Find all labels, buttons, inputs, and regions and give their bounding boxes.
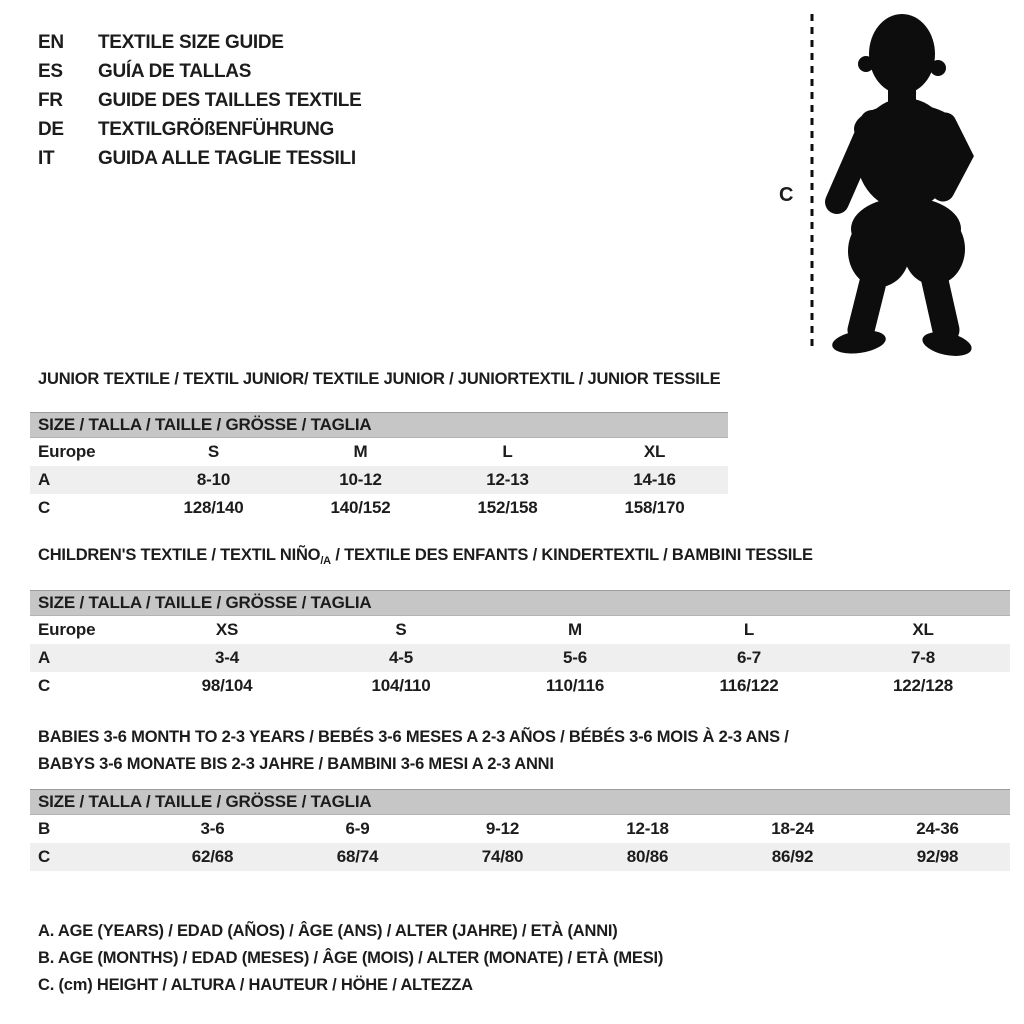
toddler-height-figure bbox=[775, 4, 980, 360]
children-size-table bbox=[30, 590, 1010, 700]
height-cell: 122/128 bbox=[892, 676, 954, 695]
table-row-age bbox=[30, 644, 1010, 672]
height-measure-label: C bbox=[779, 184, 794, 206]
size-cell: S bbox=[395, 620, 407, 639]
height-cell: 74/80 bbox=[481, 847, 524, 866]
language-row-fr bbox=[38, 86, 361, 115]
toddler-silhouette-icon bbox=[775, 4, 980, 360]
language-title: GUIDA ALLE TAGLIE TESSILI bbox=[98, 148, 356, 169]
babies-heading-line2: BABYS 3-6 MONATE BIS 2-3 JAHRE / BAMBINI 3-6 MESI A 2-3 ANNI bbox=[38, 755, 554, 773]
age-cell: 4-5 bbox=[389, 648, 413, 667]
height-cell: 128/140 bbox=[183, 498, 244, 517]
row-label: C bbox=[38, 847, 51, 866]
language-code: DE bbox=[38, 119, 64, 140]
row-label: Europe bbox=[38, 620, 96, 639]
size-header-bar: SIZE / TALLA / TAILLE / GRÖSSE / TAGLIA bbox=[30, 412, 728, 438]
height-cell: 152/158 bbox=[477, 498, 538, 517]
legend-block bbox=[38, 918, 663, 999]
age-cell: 7-8 bbox=[911, 648, 935, 667]
language-row-de bbox=[38, 115, 361, 144]
language-code: FR bbox=[38, 90, 63, 111]
row-label: A bbox=[38, 648, 51, 667]
age-cell: 5-6 bbox=[563, 648, 587, 667]
language-row-en bbox=[38, 28, 361, 57]
row-label: A bbox=[38, 470, 51, 489]
age-cell: 12-18 bbox=[626, 819, 669, 838]
table-row-europe bbox=[30, 438, 728, 466]
language-code: IT bbox=[38, 148, 55, 169]
children-heading-subscript: /A bbox=[320, 555, 331, 567]
table-row-age bbox=[30, 466, 728, 494]
table-row-height bbox=[30, 843, 1010, 871]
language-title: GUÍA DE TALLAS bbox=[98, 61, 252, 82]
size-cell: XS bbox=[215, 620, 239, 639]
age-cell: 3-4 bbox=[215, 648, 239, 667]
table-row-height bbox=[30, 494, 728, 522]
age-cell: 24-36 bbox=[916, 819, 959, 838]
age-cell: 3-6 bbox=[200, 819, 225, 838]
table-row-age-months bbox=[30, 815, 1010, 843]
legend-line-a: A. AGE (YEARS) / EDAD (AÑOS) / ÂGE (ANS) / ALTER (JAHRE) / ETÀ (ANNI) bbox=[38, 922, 618, 940]
size-cell: M bbox=[353, 442, 368, 461]
babies-section-heading bbox=[38, 724, 789, 778]
height-cell: 80/86 bbox=[626, 847, 669, 866]
height-cell: 140/152 bbox=[330, 498, 391, 517]
size-header-bar: SIZE / TALLA / TAILLE / GRÖSSE / TAGLIA bbox=[30, 789, 1010, 815]
children-section-heading bbox=[38, 546, 813, 565]
height-cell: 62/68 bbox=[191, 847, 234, 866]
size-cell: XL bbox=[912, 620, 934, 639]
age-cell: 14-16 bbox=[633, 470, 676, 489]
junior-section-heading: JUNIOR TEXTILE / TEXTIL JUNIOR/ TEXTILE JUNIOR / JUNIORTEXTIL / JUNIOR TESSILE bbox=[38, 370, 721, 388]
height-cell: 92/98 bbox=[916, 847, 959, 866]
height-cell: 86/92 bbox=[771, 847, 814, 866]
babies-heading-line1: BABIES 3-6 MONTH TO 2-3 YEARS / BEBÉS 3-6 MESES A 2-3 AÑOS / BÉBÉS 3-6 MOIS À 2-3 ANS / bbox=[38, 728, 789, 746]
row-label: B bbox=[38, 819, 51, 838]
age-cell: 10-12 bbox=[339, 470, 382, 489]
legend-line-c: C. (cm) HEIGHT / ALTURA / HAUTEUR / HÖHE / ALTEZZA bbox=[38, 976, 473, 994]
legend-line-b: B. AGE (MONTHS) / EDAD (MESES) / ÂGE (MOIS) / ALTER (MONATE) / ETÀ (MESI) bbox=[38, 949, 664, 967]
language-row-it bbox=[38, 144, 361, 173]
size-cell: S bbox=[207, 442, 220, 461]
size-cell: L bbox=[743, 620, 755, 639]
language-code: ES bbox=[38, 61, 63, 82]
row-label: Europe bbox=[38, 442, 96, 461]
height-cell: 98/104 bbox=[201, 676, 253, 695]
row-label: C bbox=[38, 498, 51, 517]
language-title: GUIDE DES TAILLES TEXTILE bbox=[98, 90, 362, 111]
height-cell: 158/170 bbox=[624, 498, 685, 517]
junior-size-table bbox=[30, 412, 728, 522]
size-cell: L bbox=[502, 442, 513, 461]
age-cell: 9-12 bbox=[485, 819, 520, 838]
height-cell: 68/74 bbox=[336, 847, 379, 866]
age-cell: 8-10 bbox=[196, 470, 231, 489]
age-cell: 12-13 bbox=[486, 470, 529, 489]
table-row-height bbox=[30, 672, 1010, 700]
height-cell: 104/110 bbox=[371, 676, 431, 695]
language-row-es bbox=[38, 57, 361, 86]
age-cell: 6-7 bbox=[737, 648, 761, 667]
size-header-bar: SIZE / TALLA / TAILLE / GRÖSSE / TAGLIA bbox=[30, 590, 1010, 616]
row-label: C bbox=[38, 676, 51, 695]
language-title-block bbox=[38, 28, 361, 173]
height-cell: 116/122 bbox=[719, 676, 779, 695]
children-heading-pre: CHILDREN'S TEXTILE / TEXTIL NIÑO bbox=[38, 546, 321, 564]
table-row-europe bbox=[30, 616, 1010, 644]
children-heading-post: / TEXTILE DES ENFANTS / KINDERTEXTIL / BAMBINI TESSILE bbox=[330, 546, 813, 564]
size-cell: XL bbox=[643, 442, 666, 461]
age-cell: 6-9 bbox=[345, 819, 370, 838]
size-cell: M bbox=[568, 620, 582, 639]
language-title: TEXTILE SIZE GUIDE bbox=[98, 32, 284, 53]
language-code: EN bbox=[38, 32, 64, 53]
height-cell: 110/116 bbox=[545, 676, 605, 695]
babies-size-table bbox=[30, 789, 1010, 871]
language-title: TEXTILGRÖßENFÜHRUNG bbox=[98, 119, 335, 140]
age-cell: 18-24 bbox=[771, 819, 814, 838]
